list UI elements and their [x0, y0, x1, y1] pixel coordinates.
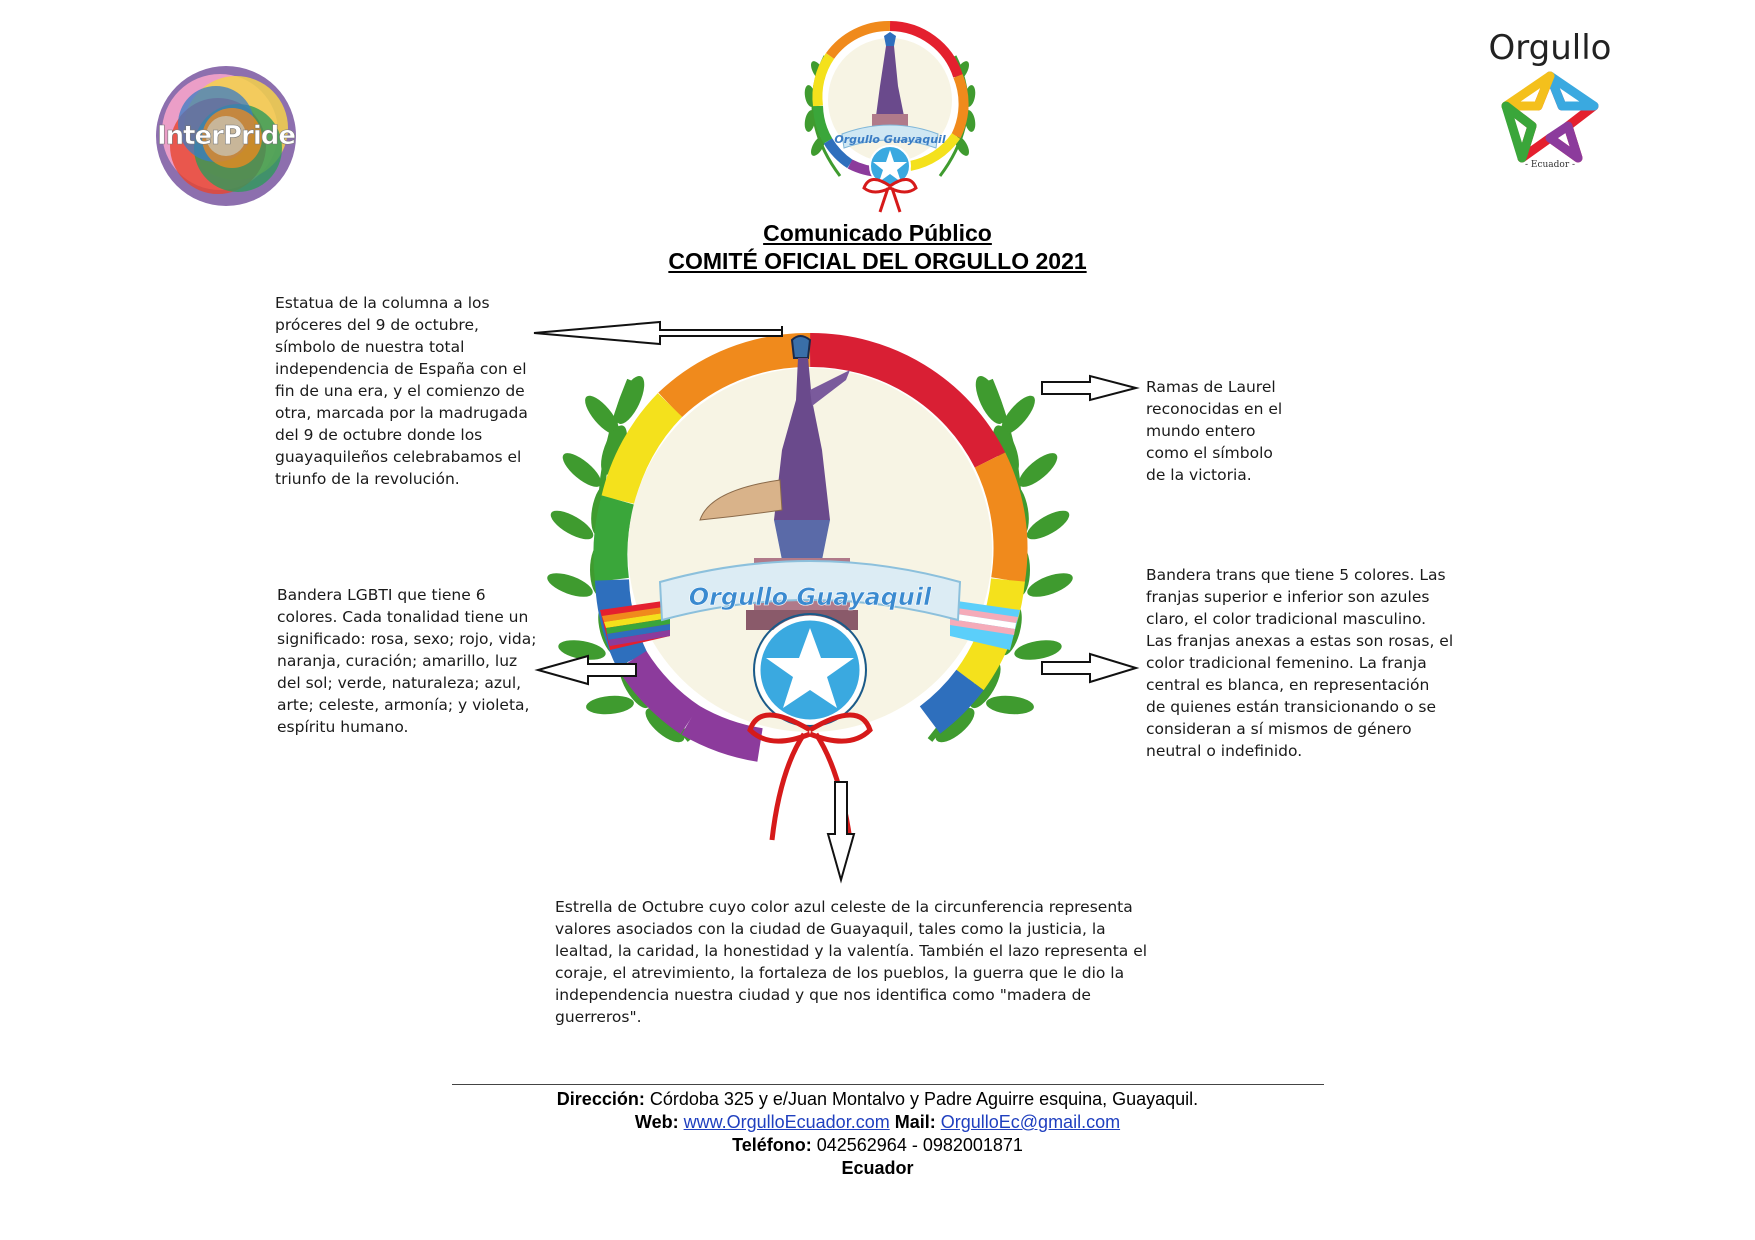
lgbt-flag-description-line: del sol; verde, naturaleza; azul, [277, 674, 522, 692]
phone-label: Teléfono: [732, 1135, 812, 1155]
trans-flag-description [1146, 564, 1466, 762]
phone-value: 042562964 - 0982001871 [816, 1135, 1023, 1155]
country-label: Ecuador [841, 1158, 914, 1178]
lgbt-flag-arrow-icon [538, 656, 636, 684]
trans-flag-description-line: consideran a sí mismos de género [1146, 720, 1412, 738]
lgbt-flag-description-line: espíritu humano. [277, 718, 409, 736]
statue-description-line: guayaquileños celebrabamos el [275, 448, 522, 466]
lgbt-flag-description-line: colores. Cada tonalidad tiene un [277, 608, 529, 626]
trans-flag-arrow-icon [1042, 654, 1136, 682]
lgbt-flag-description-line: significado: rosa, sexo; rojo, vida; [277, 630, 537, 648]
statue-description-line: otra, marcada por la madrugada [275, 404, 528, 422]
laurel-description-line: reconocidas en el [1146, 400, 1283, 418]
laurel-description-line: como el símbolo [1146, 444, 1273, 462]
trans-flag-description-line: color tradicional femenino. La franja [1146, 654, 1427, 672]
lgbt-flag-description-line: arte; celeste, armonía; y violeta, [277, 696, 530, 714]
star-arrow-icon [828, 782, 854, 880]
orgullo-ecuador-logo-title: Orgullo [1488, 28, 1612, 68]
web-link[interactable]: www.OrgulloEcuador.com [683, 1112, 890, 1132]
emblem-ribbon-text: Orgullo Guayaquil [688, 583, 932, 611]
trans-flag-description-line: claro, el color tradicional masculino. [1146, 610, 1427, 628]
address-value: Córdoba 325 y e/Juan Montalvo y Padre Aguirre esquina, Guayaquil. [649, 1089, 1199, 1109]
footer-country [0, 1157, 1755, 1180]
statue-description [275, 292, 535, 490]
web-label: Web: [634, 1112, 679, 1132]
statue-description-line: próceres del 9 de octubre, [275, 316, 479, 334]
trans-flag-description-line: de quienes están transicionando o se [1146, 698, 1436, 716]
header-emblem-ribbon-text: Orgullo Guayaquil [834, 133, 946, 146]
star-description-line: Estrella de Octubre cuyo color azul celeste de la circunferencia representa [555, 898, 1133, 916]
star-description-line: valores asociados con la ciudad de Guayaquil, tales como la justicia, la [555, 920, 1106, 938]
address-label: Dirección: [556, 1089, 645, 1109]
footer-divider [452, 1084, 1324, 1085]
laurel-description-line: Ramas de Laurel [1146, 378, 1276, 396]
page-title: Comunicado Público [763, 220, 992, 246]
footer-address [0, 1088, 1755, 1111]
trans-flag-description-line: Bandera trans que tiene 5 colores. Las [1146, 566, 1446, 584]
interpride-logo-text: InterPride [156, 121, 296, 151]
star-description-line: independencia nuestra ciudad y que nos identifica como "madera de [555, 986, 1091, 1004]
statue-description-line: fin de una era, y el comienzo de [275, 382, 525, 400]
star-description [555, 896, 1155, 1028]
star-description-line: coraje, el atrevimiento, la fortaleza de los pueblos, la guerra que le dio la [555, 964, 1125, 982]
trans-flag-description-line: Las franjas anexas a estas son rosas, el [1146, 632, 1454, 650]
page-subtitle: COMITÉ OFICIAL DEL ORGULLO 2021 [668, 248, 1087, 274]
star-description-line: guerreros". [555, 1008, 642, 1026]
trans-flag-description-line: franjas superior e inferior son azules [1146, 588, 1430, 606]
star-description-line: lealtad, la caridad, la honestidad y la valentía. También el lazo representa el [555, 942, 1148, 960]
laurel-description-line: de la victoria. [1146, 466, 1252, 484]
mail-label: Mail: [894, 1112, 936, 1132]
statue-description-line: símbolo de nuestra total [275, 338, 465, 356]
laurel-arrow-icon [1042, 376, 1136, 400]
statue-description-line: Estatua de la columna a los [275, 294, 490, 312]
statue-description-line: del 9 de octubre donde los [275, 426, 483, 444]
mail-link[interactable]: OrgulloEc@gmail.com [940, 1112, 1121, 1132]
laurel-description-line: mundo entero [1146, 422, 1256, 440]
lgbt-flag-description [277, 584, 547, 738]
statue-arrow-icon [534, 322, 782, 344]
trans-flag-description-line: neutral o indefinido. [1146, 742, 1303, 760]
footer-phone [0, 1134, 1755, 1157]
orgullo-ecuador-logo-subtitle: - Ecuador - [1524, 160, 1576, 170]
lgbt-flag-description-line: Bandera LGBTI que tiene 6 [277, 586, 486, 604]
trans-flag-description-line: central es blanca, en representación [1146, 676, 1430, 694]
footer-contact [0, 1111, 1755, 1134]
lgbt-flag-description-line: naranja, curación; amarillo, luz [277, 652, 518, 670]
statue-description-line: triunfo de la revolución. [275, 470, 460, 488]
statue-description-line: independencia de España con el [275, 360, 527, 378]
laurel-description [1146, 376, 1326, 486]
